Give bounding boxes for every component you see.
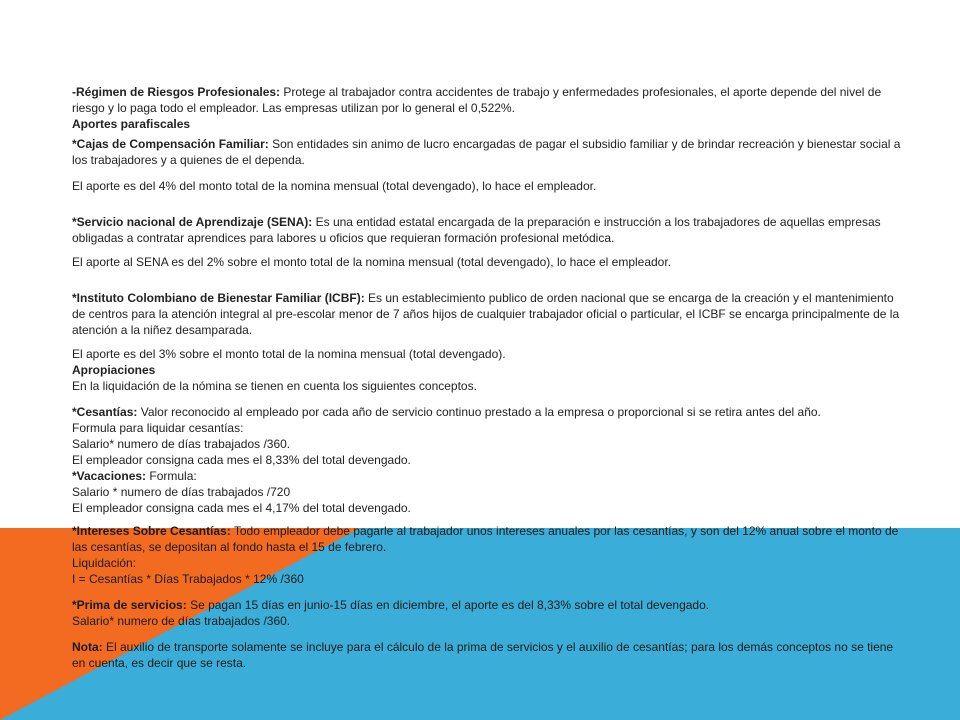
prima-text: Se pagan 15 días en junio-15 días en diciembre, el aporte es del 8,33% sobre el total devengado. xyxy=(186,598,710,612)
icbf-label: *Instituto Colombiano de Bienestar Familiar (ICBF): xyxy=(72,291,365,305)
vacaciones-line: El empleador consigna cada mes el 4,17% del total devengado. xyxy=(72,501,411,515)
sena-aporte: El aporte al SENA es del 2% sobre el monto total de la nomina mensual (total devengado), lo hace el empleador. xyxy=(72,255,672,269)
sena-label: *Servicio nacional de Aprendizaje (SENA): xyxy=(72,215,313,229)
cajas-aporte: El aporte es del 4% del monto total de la nomina mensual (total devengado), lo hace el empleador. xyxy=(72,179,597,193)
riesgos-label: -Régimen de Riesgos Profesionales: xyxy=(72,85,281,99)
vacaciones-paragraph xyxy=(72,468,902,484)
vacaciones-label: *Vacaciones: xyxy=(72,469,147,483)
riesgos-text: Protege al trabajador contra accidentes de trabajo y enfermedades profesionales, el aporte depende del nivel de riesgo y lo paga todo el empleador. Las empresas utilizan por lo general el 0,522%. xyxy=(72,85,882,115)
cajas-label: *Cajas de Compensación Familiar: xyxy=(72,137,269,151)
nota-text: El auxilio de transporte solamente se incluye para el cálculo de la prima de servicios y el auxilio de cesantías; para los demás conceptos no se tiene en cuenta, es decir que se resta. xyxy=(72,640,894,670)
vacaciones-line: Salario * numero de días trabajados /720 xyxy=(72,485,291,499)
vacaciones-text: Formula: xyxy=(146,469,197,483)
prima-line: Salario* numero de días trabajados /360. xyxy=(72,614,291,628)
icbf-paragraph xyxy=(72,290,902,338)
cesantias-text: Valor reconocido al empleado por cada año de servicio continuo prestado a la empresa o proporcional si se retira antes del año. xyxy=(137,405,821,419)
intereses-line: I = Cesantías * Días Trabajados * 12% /360 xyxy=(72,572,304,586)
apropiaciones-text: En la liquidación de la nómina se tienen en cuenta los siguientes conceptos. xyxy=(72,379,477,393)
prima-paragraph xyxy=(72,597,902,613)
cesantias-paragraph xyxy=(72,404,902,420)
icbf-aporte: El aporte es del 3% sobre el monto total de la nomina mensual (total devengado). xyxy=(72,347,506,361)
parafiscales-heading xyxy=(72,116,902,132)
intereses-paragraph xyxy=(72,523,902,555)
cesantias-line: Salario* numero de días trabajados /360. xyxy=(72,437,291,451)
slide-body xyxy=(72,84,902,671)
cajas-text: Son entidades sin animo de lucro encargadas de pagar el subsidio familiar y de brindar recreación y bienestar social a los trabajadores y a quienes de el dependa. xyxy=(72,137,901,167)
apropiaciones-heading xyxy=(72,362,902,378)
apropiaciones-heading-text: Apropiaciones xyxy=(72,363,156,377)
riesgos-paragraph xyxy=(72,84,902,116)
cajas-paragraph xyxy=(72,136,902,168)
sena-paragraph xyxy=(72,214,902,246)
intereses-line: Liquidación: xyxy=(72,556,137,570)
sena-text: Es una entidad estatal encargada de la preparación e instrucción a los trabajadores de aquellas empresas obligadas a contratar aprendices para labores u oficios que requieran formación profesional metódica. xyxy=(72,215,881,245)
cesantias-label: *Cesantías: xyxy=(72,405,138,419)
nota-label: Nota: xyxy=(72,640,103,654)
prima-label: *Prima de servicios: xyxy=(72,598,187,612)
nota-paragraph xyxy=(72,639,902,671)
intereses-text: Todo empleador debe pagarle al trabajador unos intereses anuales por las cesantías, y son del 12% anual sobre el monto de las cesantías, se depositan al fondo hasta el 15 de febrero. xyxy=(72,524,899,554)
icbf-text: Es un establecimiento publico de orden nacional que se encarga de la creación y el mantenimiento de centros para la atención integral al pre-escolar menor de 7 años hijos de cualquier trabajador oficial o particular, el ICBF se encarga principalmente de la atención a la niñez desamparada. xyxy=(72,291,900,337)
cesantias-line: Formula para liquidar cesantías: xyxy=(72,421,244,435)
intereses-label: *Intereses Sobre Cesantías: xyxy=(72,524,231,538)
cesantias-line: El empleador consigna cada mes el 8,33% del total devengado. xyxy=(72,453,411,467)
parafiscales-heading-text: Aportes parafiscales xyxy=(72,117,191,131)
